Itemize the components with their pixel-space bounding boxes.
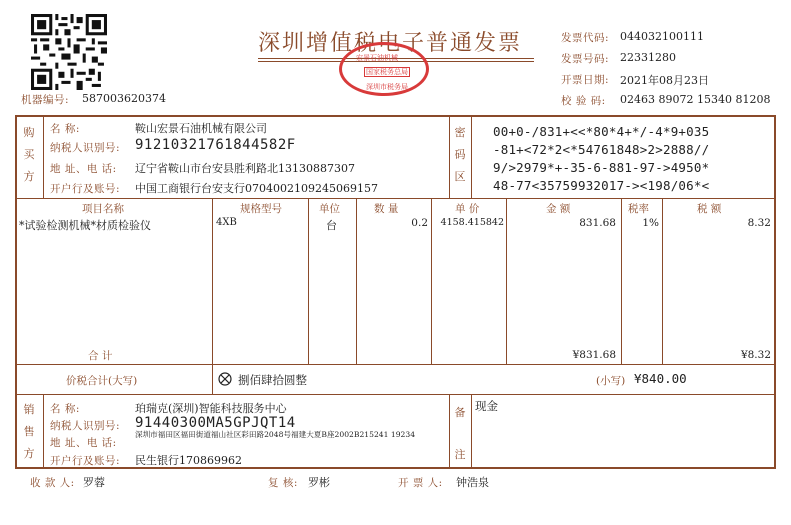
seller-side-label: 销 售 方 <box>23 403 35 460</box>
buyer-address: 辽宁省鞍山市台安县胜利路北13130887307 <box>135 162 355 175</box>
invoice-no-label: 发票号码: <box>561 53 610 65</box>
table-row-qty: 0.2 <box>411 217 428 229</box>
issuer-label: 开 票 人: <box>398 477 443 489</box>
invoice-date: 2021年08月23日 <box>620 74 709 87</box>
total-amount: ¥831.68 <box>572 349 616 361</box>
col-divider-spec <box>212 198 213 364</box>
remarks-label-divider <box>471 394 472 467</box>
total-bottom-line <box>15 394 776 395</box>
cipher-line: 48-77<35759932017-><198/06*< <box>493 178 710 193</box>
issuer-name: 钟浩泉 <box>456 476 489 489</box>
remarks-side-label-2: 注 <box>454 448 466 461</box>
table-row-tax: 8.32 <box>747 217 771 229</box>
seller-name: 珀瑞克(深圳)智能科技服务中心 <box>135 402 287 415</box>
invoice-code-label: 发票代码: <box>561 32 610 44</box>
frame-top <box>15 115 776 117</box>
seller-tax-id-label: 纳税人识别号: <box>50 420 121 432</box>
header-qty: 数 量 <box>374 203 399 215</box>
invoice-code: 044032100111 <box>620 30 704 43</box>
payee-label: 收 款 人: <box>30 477 75 489</box>
buyer-bank-label: 开户行及账号: <box>50 183 121 195</box>
password-left-divider <box>449 115 450 198</box>
grand-total-in-words: 捌佰肆拾圆整 <box>238 373 307 387</box>
cipher-line: -81+<72*2<*54761848>2>2888// <box>493 142 710 157</box>
invoice-title: 深圳增值税电子普通发票 <box>258 31 523 56</box>
grand-total-small-value: ¥840.00 <box>634 371 687 386</box>
machine-no-label: 机器编号: <box>21 94 70 106</box>
stamp-middle-text: 国家税务总局 <box>366 68 408 76</box>
frame-left <box>15 115 17 469</box>
buyer-bank: 中国工商银行台安支行0704002109245069157 <box>135 182 378 195</box>
buyer-side-label: 购 买 方 <box>23 126 35 183</box>
seller-address: 深圳市福田区福田街道福山社区彩田路2048号福建大夏B座2002B215241 19234 <box>135 430 416 439</box>
frame-right <box>774 115 776 469</box>
check-code: 02463 89072 15340 81208 <box>620 93 771 106</box>
header-amount: 金 额 <box>546 203 571 215</box>
col-divider-qty <box>356 198 357 364</box>
stamp-bottom-text: 深圳市税务局 <box>366 83 408 91</box>
machine-no: 587003620374 <box>82 92 166 105</box>
buyer-tax-id: 91210321761844582F <box>135 137 296 153</box>
header-price: 单 价 <box>455 203 480 215</box>
buyer-tax-id-label: 纳税人识别号: <box>50 142 121 154</box>
col-divider-unit <box>308 198 309 364</box>
total-label: 合 计 <box>88 350 113 362</box>
payee-name: 罗蓉 <box>83 476 105 489</box>
seller-bank-label: 开户行及账号: <box>50 455 121 467</box>
buyer-name: 鞍山宏景石油机械有限公司 <box>135 122 267 135</box>
seller-side-divider <box>43 394 44 467</box>
seller-tax-id: 91440300MA5GPJQT14 <box>135 415 296 431</box>
col-divider-amount <box>506 198 507 364</box>
col-divider-price <box>431 198 432 364</box>
table-row-rate: 1% <box>642 217 659 229</box>
qr-code <box>31 14 107 90</box>
grand-total-divider <box>212 364 213 394</box>
table-row-item-name: *试验检测机械*材质检验仪 <box>19 219 151 232</box>
remarks-text: 现金 <box>475 399 498 413</box>
remarks-left-divider <box>449 394 450 467</box>
header-spec: 规格型号 <box>240 203 282 215</box>
cross-circle-icon <box>218 372 232 386</box>
grand-total-small-label: (小写) <box>596 375 626 387</box>
stamp-top-text: 宏景石油机械 <box>356 54 398 62</box>
grand-total-label: 价税合计(大写) <box>66 375 138 387</box>
header-rate: 税率 <box>628 203 649 215</box>
header-unit: 单位 <box>319 203 340 215</box>
password-label-divider <box>471 115 472 198</box>
password-cipher <box>493 123 709 195</box>
date-label: 开票日期: <box>561 74 610 86</box>
frame-bottom <box>15 467 776 469</box>
cipher-line: 00+0-/831+<<*80*4+*/-4*9+035 <box>493 124 710 139</box>
buyer-side-divider <box>43 115 44 198</box>
seller-address-label: 地 址、电 话: <box>50 437 117 449</box>
buyer-name-label: 名 称: <box>50 123 80 135</box>
invoice-no: 22331280 <box>620 51 676 64</box>
col-divider-rate <box>621 198 622 364</box>
header-tax: 税 额 <box>697 203 722 215</box>
items-bottom-line <box>15 364 776 365</box>
seller-bank: 民生银行170869962 <box>135 454 242 467</box>
header-item-name: 项目名称 <box>82 203 124 215</box>
total-tax: ¥8.32 <box>740 349 771 361</box>
reviewer-label: 复 核: <box>268 477 298 489</box>
remarks-side-label-1: 备 <box>454 406 466 419</box>
cipher-line: 9/>2979*+-35-6-881-97->4950* <box>493 160 710 175</box>
table-row-amount: 831.68 <box>579 217 616 229</box>
seller-name-label: 名 称: <box>50 403 80 415</box>
table-row-price: 4158.415842 <box>440 217 504 228</box>
col-divider-tax <box>662 198 663 364</box>
reviewer-name: 罗彬 <box>308 476 330 489</box>
buyer-address-label: 地 址、电 话: <box>50 163 117 175</box>
table-row-unit: 台 <box>326 219 337 232</box>
table-row-spec: 4XB <box>216 217 237 228</box>
check-code-label: 校 验 码: <box>561 95 606 107</box>
password-side-label: 密 码 区 <box>454 126 466 183</box>
